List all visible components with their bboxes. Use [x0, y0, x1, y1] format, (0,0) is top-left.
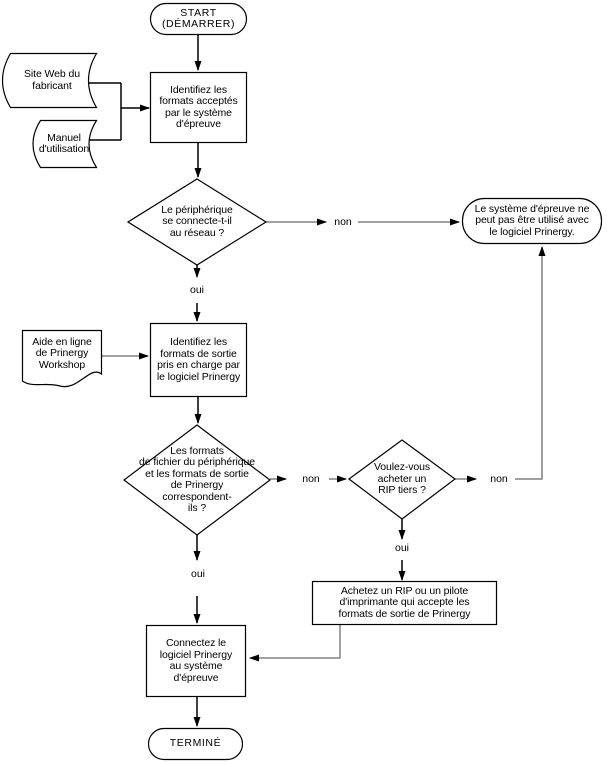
start-terminator-label: START (DÉMARRER): [161, 6, 236, 30]
process-buy-rip-shape: [313, 582, 497, 625]
edge-label-oui-3: oui: [394, 541, 409, 554]
done-terminator-shape: [149, 729, 243, 760]
decision-buy-rip-shape: [349, 440, 455, 519]
edge-label-non-2: non: [302, 472, 320, 485]
start-terminator-shape: [151, 4, 247, 35]
stored-data-siteweb-shape: [3, 54, 97, 108]
edge-label-oui-2: oui: [190, 567, 205, 580]
edge-label-non-1: non: [334, 215, 352, 228]
decision-formats-match-label: Les formats de fichier du périphérique et les formats de sortie de Prinergy correspondent- ils ?: [139, 444, 255, 514]
process-identify-accepted-shape: [151, 73, 247, 143]
stored-data-manuel-shape: [33, 121, 97, 168]
stored-data-manuel-label: Manuel d'utilisation: [38, 131, 90, 155]
terminator-cannot-use-shape: [463, 199, 602, 244]
edge-label-oui-1: oui: [189, 283, 204, 296]
document-aide-shape: [23, 331, 102, 387]
process-buy-rip-label: Achetez un RIP ou un pilote d'imprimante qui accepte les formats de sortie de Prinergy: [338, 584, 471, 620]
process-identify-output-shape: [151, 324, 247, 397]
decision-formats-match-shape: [124, 425, 270, 535]
process-identify-output-label: Identifiez les formats de sortie pris en charge par le logiciel Prinergy: [156, 336, 241, 383]
terminator-cannot-use-label: Le système d'épreuve ne peut pas être utilisé avec le logiciel Prinergy.: [474, 202, 590, 238]
decision-network-shape: [128, 179, 266, 265]
stored-data-siteweb-label: Site Web du fabricant: [24, 68, 80, 92]
process-identify-accepted-label: Identifiez les formats acceptés par le système d'épreuve: [159, 83, 238, 130]
connector-buy-rip-to-connect: [250, 625, 340, 658]
decision-buy-rip-label: Voulez-vous acheter un RIP tiers ?: [373, 461, 431, 497]
process-connect-label: Connectez le logiciel Prinergy au système d'épreuve: [159, 637, 233, 684]
connector-non-to-cannot-use-up: [515, 247, 542, 479]
document-aide-label: Aide en ligne de Prinergy Workshop: [32, 335, 92, 371]
process-connect-shape: [147, 626, 246, 697]
decision-network-label: Le périphérique se connecte-t-il au réseau ?: [161, 203, 233, 239]
edge-label-non-3: non: [490, 472, 508, 485]
done-terminator-label: TERMINÉ: [169, 737, 222, 750]
